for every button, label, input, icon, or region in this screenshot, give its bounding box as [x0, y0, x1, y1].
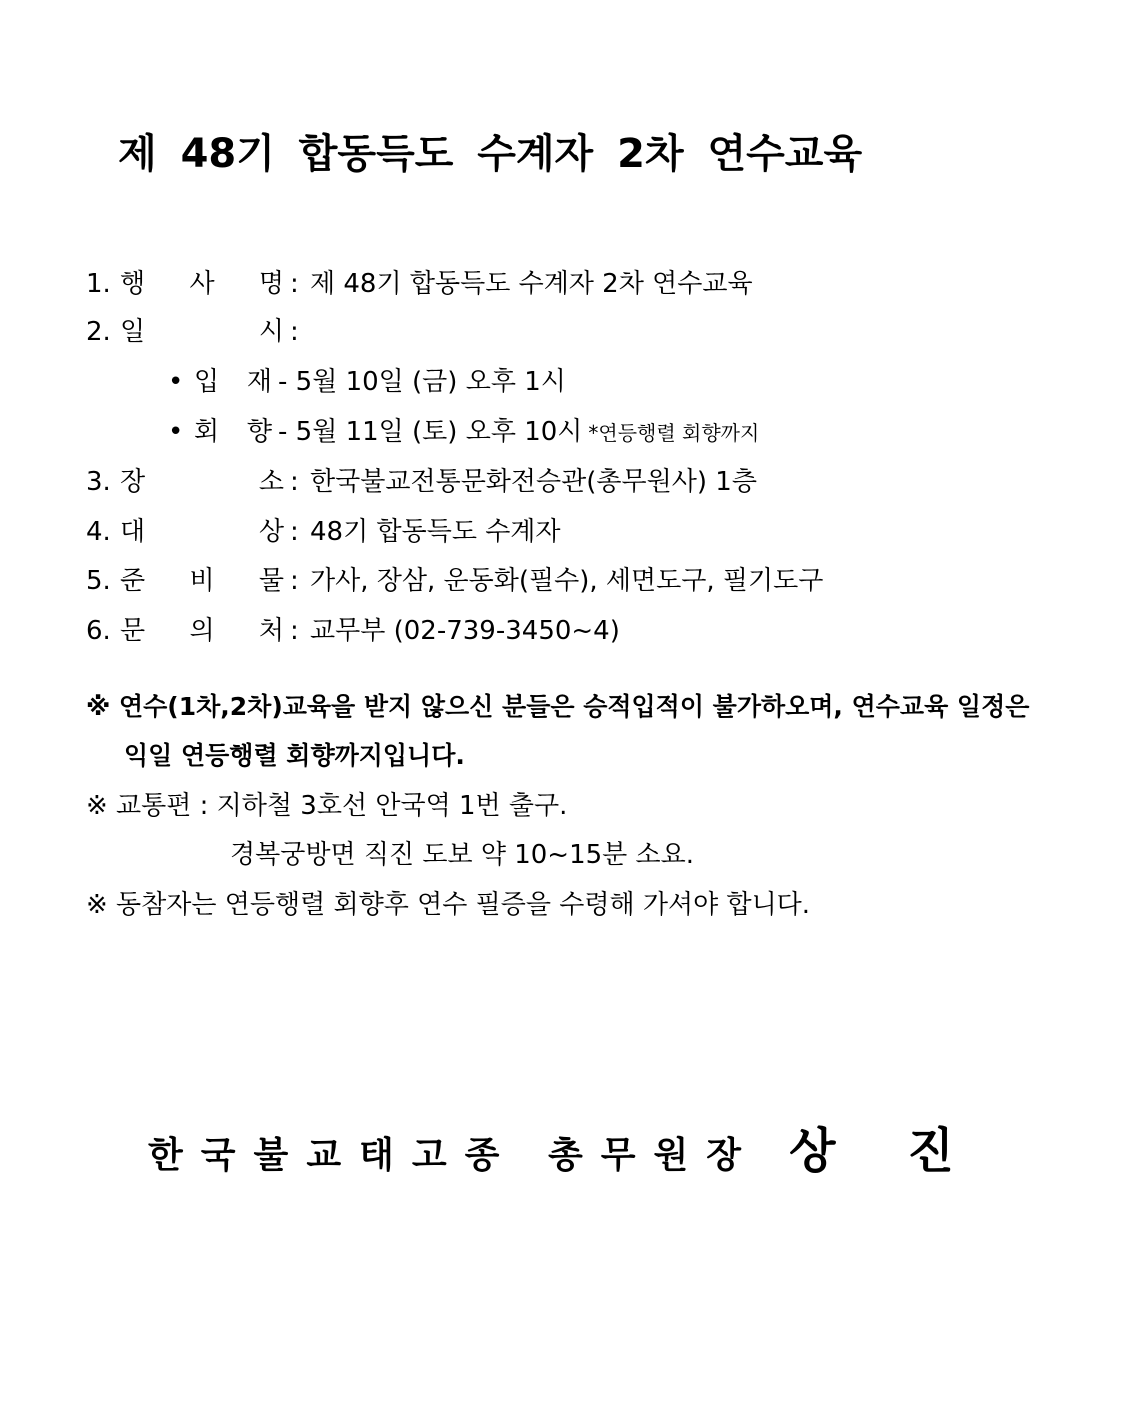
- transport-line-1: ※ 교통편 : 지하철 3호선 안국역 1번 출구.: [86, 791, 568, 821]
- signature-block: [148, 1112, 1026, 1181]
- bullet-icon: •: [168, 417, 184, 447]
- item-label: 대 상: [120, 517, 284, 547]
- certificate-note: ※ 동참자는 연등행렬 회향후 연수 필증을 수령해 가셔야 합니다.: [86, 890, 811, 920]
- item-number: 2.: [86, 317, 111, 347]
- item-value: 48기 합동득도 수계자: [310, 517, 561, 547]
- item-value: 한국불교전통문화전승관(총무원사) 1층: [310, 467, 757, 497]
- item-colon: :: [290, 269, 299, 299]
- item-colon: :: [290, 317, 299, 347]
- item-label: 장 소: [120, 467, 284, 497]
- schedule-note: *연등행렬 회향까지: [588, 421, 760, 445]
- document-title: 제 48기 합동득도 수계자 2차 연수교육: [118, 131, 863, 177]
- item-number: 1.: [86, 269, 111, 299]
- item-colon: :: [290, 467, 299, 497]
- item-value: 제 48기 합동득도 수계자 2차 연수교육: [310, 269, 753, 299]
- signatory-name: 상진: [789, 1123, 1026, 1179]
- item-value: 교무부 (02-739-3450~4): [310, 616, 620, 646]
- item-number: 5.: [86, 566, 111, 596]
- schedule-value: - 5월 10일 (금) 오후 1시: [278, 367, 566, 397]
- item-value: 가사, 장삼, 운동화(필수), 세면도구, 필기도구: [310, 566, 824, 596]
- item-label: 준 비 물: [120, 566, 284, 596]
- item-label: 행 사 명: [120, 269, 284, 299]
- item-number: 3.: [86, 467, 111, 497]
- schedule-label: 입 재: [194, 367, 272, 397]
- item-label: 문 의 처: [120, 616, 284, 646]
- item-number: 6.: [86, 616, 111, 646]
- transport-line-2: 경복궁방면 직진 도보 약 10~15분 소요.: [230, 840, 695, 870]
- schedule-label: 회 향: [194, 417, 272, 447]
- schedule-value: - 5월 11일 (토) 오후 10시 *연등행렬 회향까지: [278, 417, 760, 447]
- item-number: 4.: [86, 517, 111, 547]
- organization-title: 한국불교태고종 총무원장: [148, 1135, 760, 1176]
- notice-line-2: 익일 연등행렬 회향까지입니다.: [124, 741, 465, 770]
- notice-line-1: ※ 연수(1차,2차)교육을 받지 않으신 분들은 승적입적이 불가하오며, 연수교육 일정은: [86, 692, 1030, 721]
- item-label: 일 시: [120, 317, 284, 347]
- item-colon: :: [290, 517, 299, 547]
- item-colon: :: [290, 616, 299, 646]
- item-colon: :: [290, 566, 299, 596]
- bullet-icon: •: [168, 367, 184, 397]
